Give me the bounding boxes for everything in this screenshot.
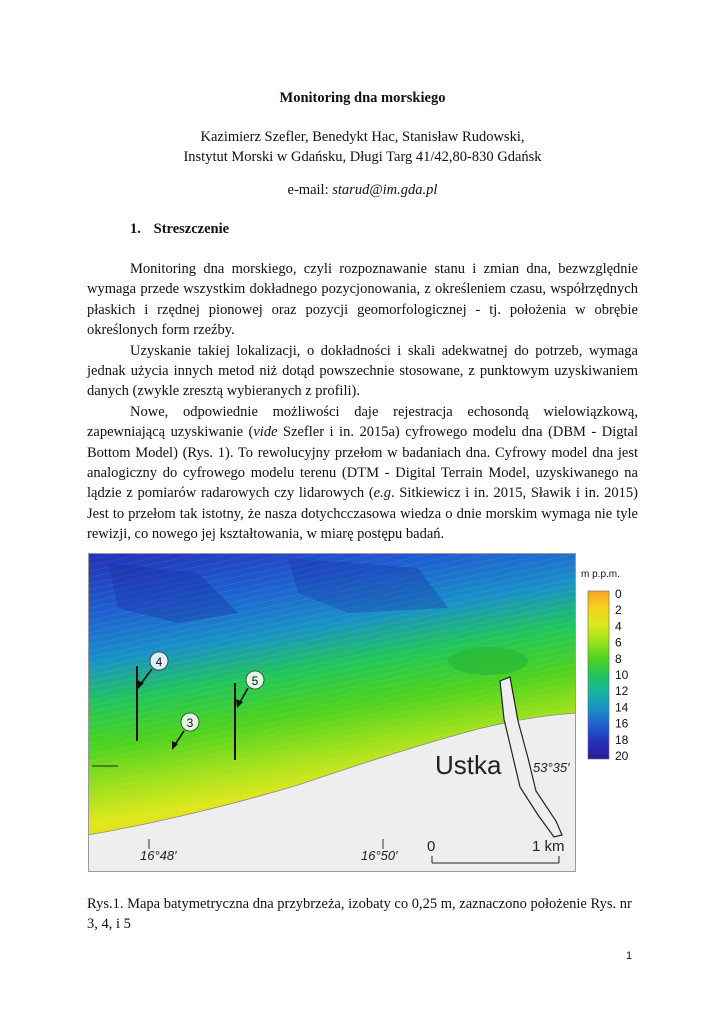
paragraph-3-vide: vide [253,424,278,441]
depth-legend [581,569,629,763]
legend-tick-label: 6 [615,635,622,650]
section-number: 1. [130,221,141,237]
bathymetric-map-figure [88,553,640,872]
paragraph-1: Monitoring dna morskiego, czyli rozpoznawanie stanu i zmian dna, bezwzględnie wymaga przede wszystkim dokładnego pozycjonowania, z określeniem czasu, współrzędnych płaskich i rzędnej pionowej oraz pozycji geomorfologicznej - tj. położenia w obrębie określonych form rzeźby. [87,261,638,339]
bathymetric-map [88,553,640,872]
email-address[interactable]: starud@im.gda.pl [332,182,438,198]
legend-tick-label: 10 [615,668,629,682]
paragraph-3 [87,402,638,545]
town-label: Ustka [435,750,502,780]
legend-unit: m p.p.m. [581,569,620,580]
scale-end-label: 1 km [532,838,565,855]
page-number: 1 [626,950,633,962]
longitude-label-2: 16°50′ [361,848,398,863]
legend-tick-label: 2 [615,603,622,618]
figure-caption: Rys.1. Mapa batymetryczna dna przybrzeża, izobaty co 0,25 m, zaznaczono położenie Rys. nr 3, 4, i 5 [87,896,632,933]
marker-5-label: 5 [251,674,259,688]
authors-block [0,127,725,167]
paragraph-3-eg: e.g [373,485,391,502]
legend-tick-label: 12 [615,684,629,699]
section-title: Streszczenie [153,221,230,237]
authors-line: Kazimierz Szefler, Benedykt Hac, Stanisław Rudowski, [200,129,525,145]
paragraph-3-part-b: Szefler i in. 2015a) cyfrowego modelu dna (DBM - Digtal Bottom Model) (Rys. 1). To rewolucyjny przełom w badaniach dna. Cyfrowy model dna jest analogiczny do cyfrowego modelu terenu (DTM - Digital Terrain Model, uzyskiwanego na lądzie z pomiarów radarowych czy lidarowych ( [87,424,638,502]
section-heading [130,221,229,238]
latitude-label: 53°35′ [533,760,570,775]
paragraph-3-part-c: . Sitkiewicz i in. 2015, Sławik i in. 2015) Jest to przełom tak istotny, że nasza dotychcczasowa wiedza o dnie morskim wymaga nie tyle rewizji, co nowego jej kształtowania, w miarę postępu badań. [87,485,638,543]
paper-title: Monitoring dna morskiego [279,90,446,106]
marker-3-label: 3 [186,716,194,730]
abstract-body [87,259,638,545]
legend-tick-label: 8 [615,651,622,666]
legend-tick-label: 0 [615,587,622,601]
paragraph-3-part-a: Nowe, odpowiednie możliwości daje rejestracja echosondą wielowiązkową, zapewniającą uzyskiwanie ( [87,403,638,441]
legend-tick-label: 20 [615,749,629,763]
paragraph-2: Uzyskanie takiej lokalizacji, o dokładności i skali adekwatnej do potrzeb, wymaga jednak użycia innych metod niż dotąd powszechnie stosowane, z punktowym uzyskiwaniem danych (zwykle zresztą wybieranych z profili). [87,342,638,400]
scale-start-label: 0 [427,838,436,855]
longitude-label-1: 16°48′ [140,848,177,863]
affiliation-line: Instytut Morski w Gdańsku, Długi Targ 41/42,80-830 Gdańsk [183,149,542,165]
shoal [448,647,528,675]
legend-tick-label: 18 [615,732,629,747]
legend-colorbar [588,591,609,759]
legend-tick-label: 4 [615,619,622,634]
legend-ticks [615,587,629,763]
map-area [88,553,576,872]
email-label: e-mail: [287,182,333,198]
legend-tick-label: 16 [615,716,629,731]
email-line [0,182,725,199]
legend-tick-label: 14 [615,700,629,715]
marker-4-label: 4 [155,655,163,669]
